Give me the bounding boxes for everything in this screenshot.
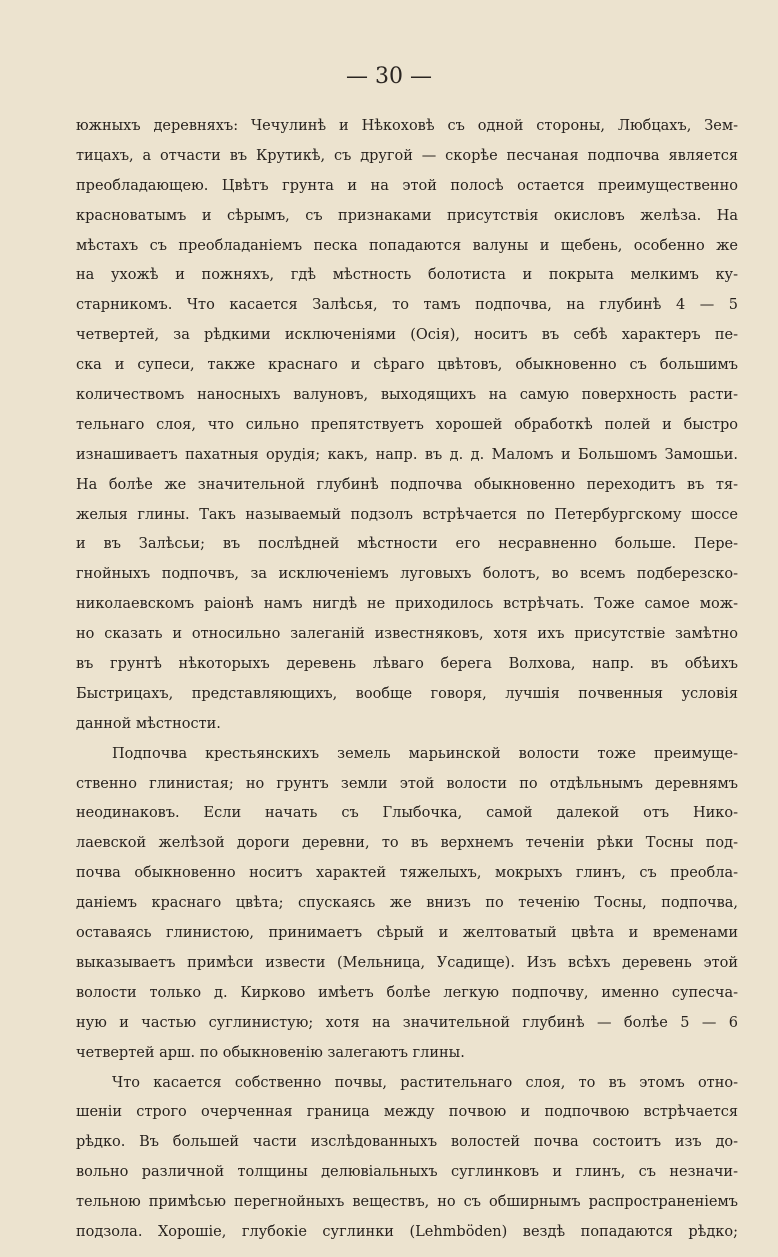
text-line: даніемъ краснаго цвѣта; спускаясь же внизъ по теченію Тосны, подпочва, (76, 895, 738, 912)
text-line: красноватымъ и сѣрымъ, съ признаками присутствія окисловъ желѣза. На (76, 207, 738, 224)
text-line: Подпочва крестьянскихъ земель марьинской волости тоже преимуще- (112, 745, 738, 762)
text-line: изнашиваетъ пахатныя орудія; какъ, напр. въ д. д. Маломъ и Большомъ Замошьи. (76, 446, 738, 463)
text-line: вольно различной толщины делювіальныхъ суглинковъ и глинъ, съ незначи- (76, 1164, 738, 1181)
text-line: старникомъ. Что касается Залѣсья, то тамъ подпочва, на глубинѣ 4 — 5 (76, 297, 738, 314)
page-text (76, 112, 738, 1248)
text-line: данной мѣстности. (76, 715, 221, 732)
text-line: четвертей арш. по обыкновенію залегаютъ глины. (76, 1044, 465, 1061)
text-line: ственно глинистая; но грунтъ земли этой волости по отдѣльнымъ деревнямъ (76, 775, 738, 792)
text-line: преобладающею. Цвѣтъ грунта и на этой полосѣ остается преимущественно (76, 177, 738, 194)
text-line: На болѣе же значительной глубинѣ подпочва обыкновенно переходитъ въ тя- (76, 476, 738, 493)
text-line: подзола. Хорошіе, глубокіе суглинки (Lehmböden) вездѣ попадаются рѣдко; (76, 1223, 738, 1240)
text-line: Что касается собственно почвы, растительнаго слоя, то въ этомъ отно- (112, 1074, 738, 1091)
text-line: но сказать и относильно залеганій известняковъ, хотя ихъ присутствіе замѣтно (76, 626, 738, 643)
text-line: тельною примѣсью перегнойныхъ веществъ, но съ обширнымъ распространеніемъ (76, 1194, 738, 1211)
text-line: гнойныхъ подпочвъ, за исключеніемъ луговыхъ болотъ, во всемъ подберезско- (76, 566, 738, 583)
text-line: желыя глины. Такъ называемый подзолъ встрѣчается по Петербургскому шоссе (76, 506, 738, 523)
text-line: Быстрицахъ, представляющихъ, вообще говоря, лучшія почвенныя условія (76, 685, 738, 702)
text-line: тельнаго слоя, что сильно препятствуетъ хорошей обработкѣ полей и быстро (76, 416, 738, 433)
text-line: шеніи строго очерченная граница между почвою и подпочвою встрѣчается (76, 1104, 738, 1121)
text-line: неодинаковъ. Если начать съ Глыбочка, самой далекой отъ Нико- (76, 805, 738, 822)
text-line: лаевской желѣзой дороги деревни, то въ верхнемъ теченіи рѣки Тосны под- (76, 835, 738, 852)
text-line: южныхъ деревняхъ: Чечулинѣ и Нѣкоховѣ съ одной стороны, Любцахъ, Зем- (76, 118, 738, 134)
text-line: количествомъ наносныхъ валуновъ, выходящихъ на самую поверхность расти- (76, 387, 738, 404)
text-line: николаевскомъ раіонѣ намъ нигдѣ не приходилось встрѣчать. Тоже самое мож- (76, 596, 738, 613)
page-number: — 30 — (346, 64, 432, 89)
text-line: выказываетъ примѣси извести (Мельница, Усадище). Изъ всѣхъ деревень этой (76, 954, 738, 971)
text-line: на ухожѣ и пожняхъ, гдѣ мѣстность болотиста и покрыта мелкимъ ку- (76, 267, 738, 284)
text-line: почва обыкновенно носитъ характей тяжелыхъ, мокрыхъ глинъ, съ преобла- (76, 865, 738, 882)
text-line: оставаясь глинистою, принимаетъ сѣрый и желтоватый цвѣта и временами (76, 925, 738, 942)
text-line: рѣдко. Въ большей части изслѣдованныхъ волостей почва состоитъ изъ до- (76, 1134, 738, 1151)
text-line: тицахъ, а отчасти въ Крутикѣ, съ другой — скорѣе песчаная подпочва является (76, 147, 738, 164)
text-line: и въ Залѣсьи; въ послѣдней мѣстности его несравненно больше. Пере- (76, 536, 738, 553)
text-line: ную и частью суглинистую; хотя на значительной глубинѣ — болѣе 5 — 6 (76, 1014, 738, 1031)
text-line: волости только д. Кирково имѣетъ болѣе легкую подпочву, именно супесча- (76, 984, 738, 1001)
text-line: четвертей, за рѣдкими исключеніями (Осія), носитъ въ себѣ характеръ пе- (76, 327, 738, 344)
text-line: въ грунтѣ нѣкоторыхъ деревень лѣваго берега Волхова, напр. въ обѣихъ (76, 656, 738, 673)
text-line: мѣстахъ съ преобладаніемъ песка попадаются валуны и щебень, особенно же (76, 237, 738, 254)
text-line: ска и супеси, также краснаго и сѣраго цвѣтовъ, обыкновенно съ большимъ (76, 357, 738, 374)
